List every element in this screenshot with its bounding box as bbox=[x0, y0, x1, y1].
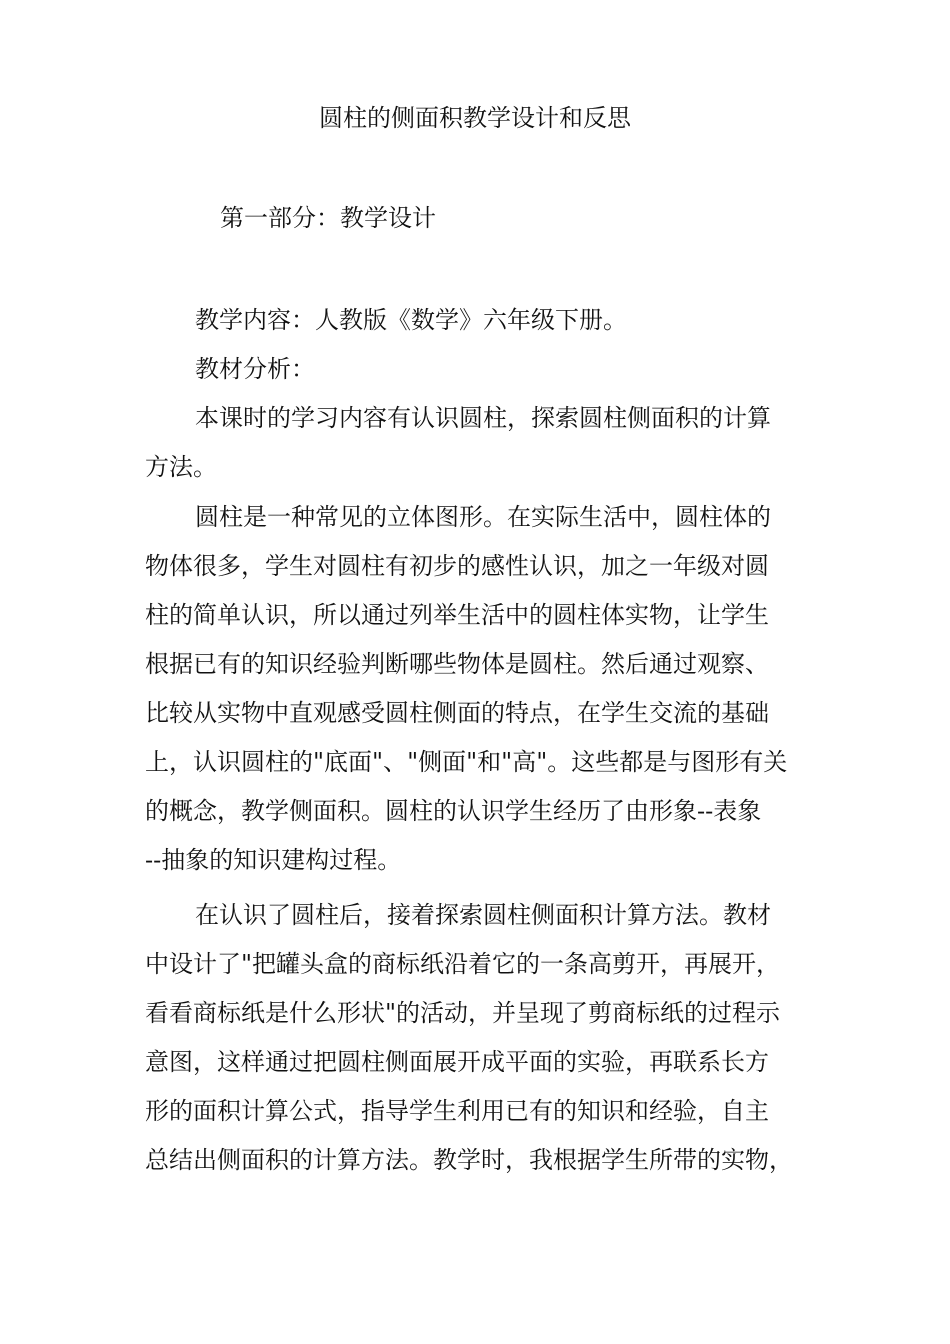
text-line: 圆柱是一种常见的立体图形。在实际生活中，圆柱体的 bbox=[195, 503, 771, 531]
text-line: 的概念，教学侧面积。圆柱的认识学生经历了由形象--表象 bbox=[145, 797, 762, 825]
text-line: 形的面积计算公式，指导学生利用已有的知识和经验，自主 bbox=[145, 1097, 769, 1125]
document-title: 圆柱的侧面积教学设计和反思 bbox=[319, 104, 631, 132]
text-line: 柱的简单认识，所以通过列举生活中的圆柱体实物，让学生 bbox=[145, 601, 769, 629]
text-line: 意图，这样通过把圆柱侧面展开成平面的实验，再联系长方 bbox=[145, 1048, 769, 1076]
text-line-teaching-content: 教学内容：人教版《数学》六年级下册。 bbox=[195, 306, 627, 334]
text-line-material-analysis-heading: 教材分析： bbox=[195, 355, 315, 383]
text-line: 看看商标纸是什么形状"的活动，并呈现了剪商标纸的过程示 bbox=[145, 999, 781, 1027]
section-heading: 第一部分：教学设计 bbox=[220, 204, 436, 232]
text-line: 根据已有的知识经验判断哪些物体是圆柱。然后通过观察、 bbox=[145, 650, 769, 678]
text-line: 总结出侧面积的计算方法。教学时，我根据学生所带的实物， bbox=[145, 1146, 793, 1174]
text-line: 方法。 bbox=[145, 453, 217, 481]
text-line: 中设计了"把罐头盒的商标纸沿着它的一条高剪开，再展开， bbox=[145, 950, 781, 978]
text-line: 上，认识圆柱的"底面"、"侧面"和"高"。这些都是与图形有关 bbox=[145, 748, 788, 776]
text-line: 本课时的学习内容有认识圆柱，探索圆柱侧面积的计算 bbox=[195, 404, 771, 432]
text-line: 比较从实物中直观感受圆柱侧面的特点，在学生交流的基础 bbox=[145, 699, 769, 727]
text-line: --抽象的知识建构过程。 bbox=[145, 846, 402, 874]
text-line: 在认识了圆柱后，接着探索圆柱侧面积计算方法。教材 bbox=[195, 901, 771, 929]
text-line: 物体很多，学生对圆柱有初步的感性认识，加之一年级对圆 bbox=[145, 552, 769, 580]
